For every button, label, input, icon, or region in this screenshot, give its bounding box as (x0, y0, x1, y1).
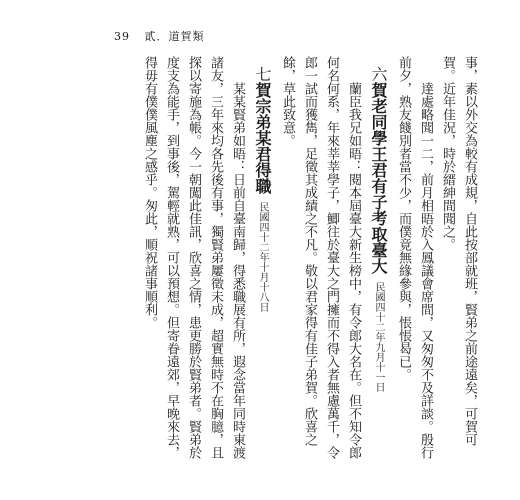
page-number: 39 (114, 30, 130, 43)
section-number: 六 (369, 66, 388, 82)
running-title: 貳．道賀類 (144, 30, 205, 43)
section-number: 七 (253, 66, 272, 82)
section-date: 民國四十二年九月十一日 (373, 282, 384, 392)
page-header (114, 28, 205, 44)
paragraph: 某某賢弟如晤：日前自臺南歸，得悉職展有所，遐念當年同時東渡諸友，三年來均各先後有事，獨賢弟屢徵未成，超實無時不在胸臆，且探以寄施為帳。今一朝闖此佳訊，欣喜之情，患更勝於賢弟者。賢弟於度支為能手，到事後，駕輕就熟，可以預想。但寄眷遠郊，早晚來去，得毋有僕僕風塵之感乎。匆此，順祝諸事順利。 (142, 56, 245, 459)
section-title: 賀宗弟某君得職 (253, 82, 272, 194)
section-heading (364, 56, 392, 466)
section-heading (248, 56, 276, 466)
section-title: 賀老同學王君有子考取臺大 (369, 82, 388, 274)
section-date: 民國四十二年十月十八日 (257, 202, 268, 312)
paragraph: 達處略聞一二，前月相晤於入鳳議會席間，又匆匆不及詳談。殷行前夕，熟友餞別者當不少，而僕竟無緣參與，悵悵曷已。 (396, 56, 433, 459)
paragraph: 蘭臣我兄如晤：閱本屆臺大新生榜中，有令郎大名在。但不知令郎何名何系，年來莘莘學子，鯽往於臺大之門擁而不得入者無慮萬千，令郎一試而獲雋，足徵其成績之不凡。敬以君家得有佳子弟賀。欣喜之餘，草此致意。 (280, 56, 361, 459)
paragraph: 事，素以外交為較有成規，自此按部就班，賢弟之前途遠矣，可賀可賀。近年佳況，時於縉紳間聞之。 (440, 56, 477, 446)
page-body (120, 56, 480, 466)
